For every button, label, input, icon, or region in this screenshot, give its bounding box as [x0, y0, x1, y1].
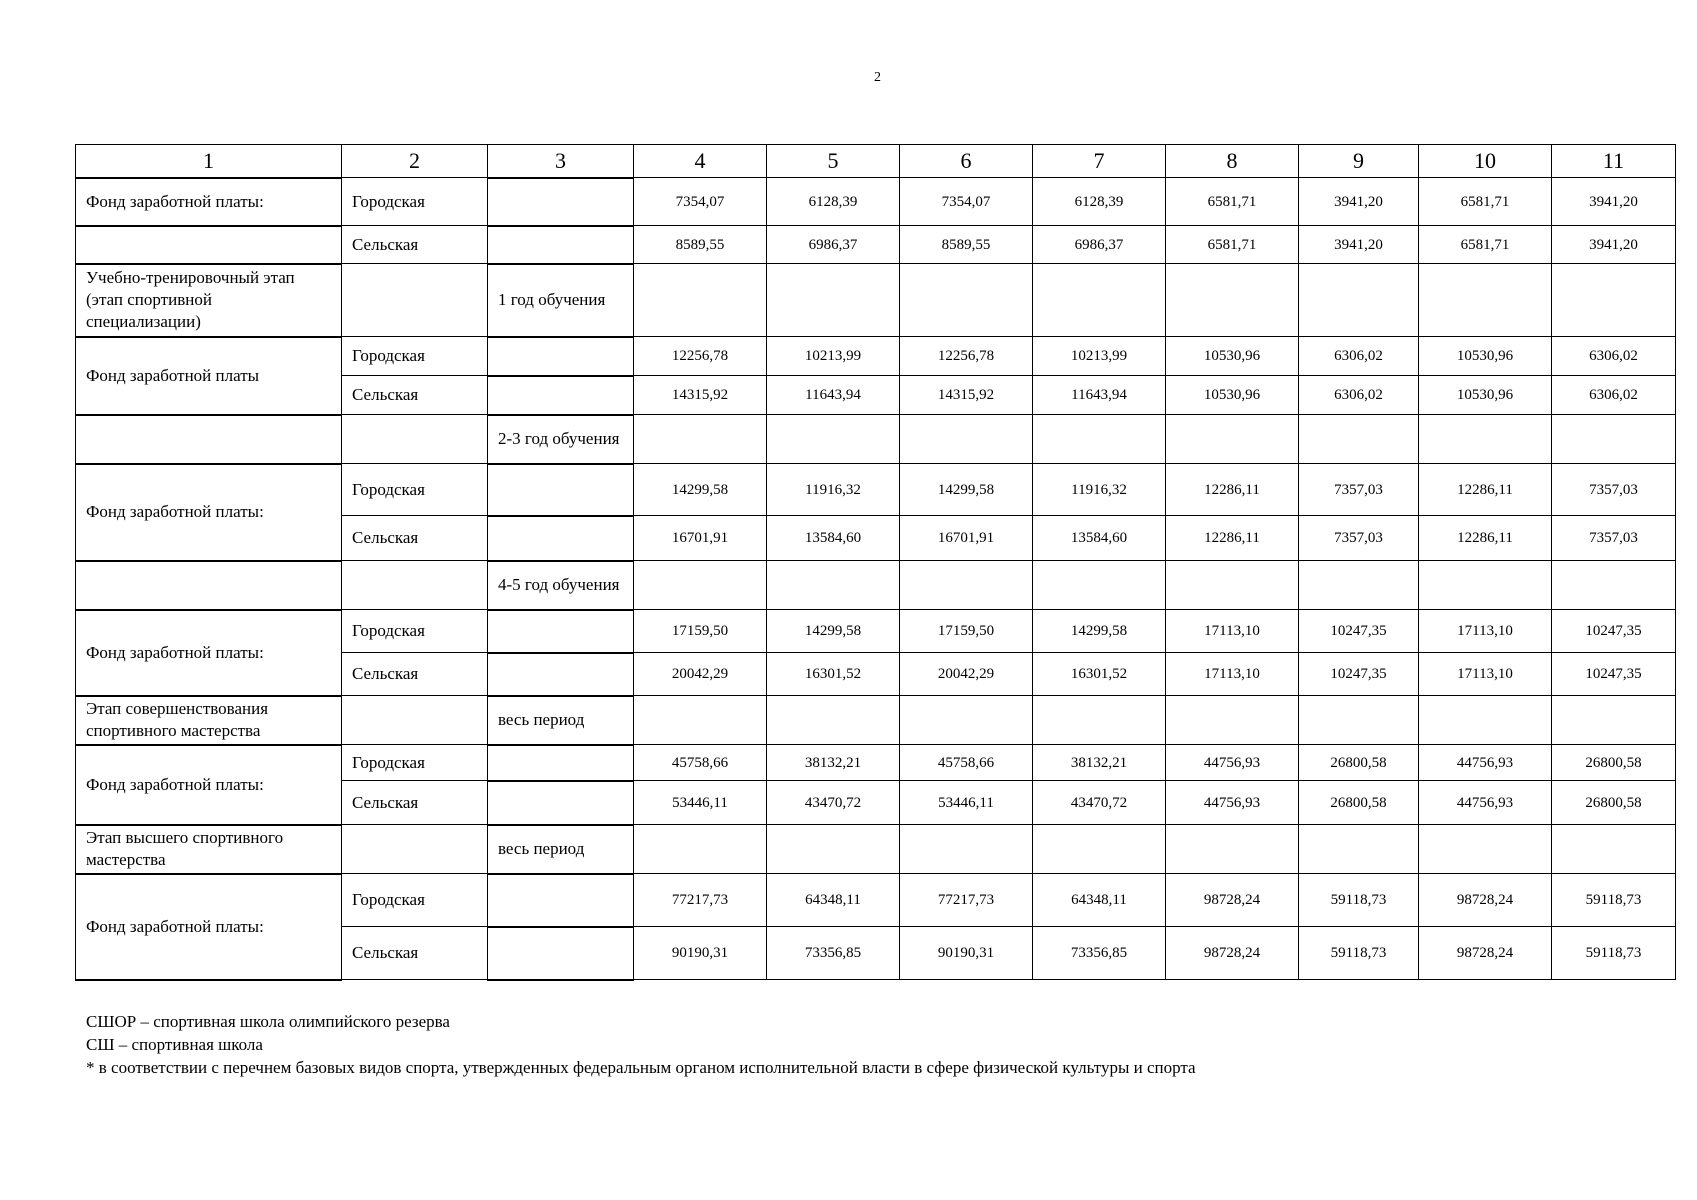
value-cell: [1033, 415, 1166, 464]
value-cell: 3941,20: [1552, 226, 1676, 264]
value-cell: 6306,02: [1552, 376, 1676, 415]
value-cell: 7354,07: [900, 178, 1033, 226]
value-cell: [1166, 415, 1299, 464]
locality-cell: Сельская: [342, 376, 488, 415]
table-row: [76, 226, 1676, 264]
value-cell: 10530,96: [1166, 376, 1299, 415]
value-cell: 8589,55: [900, 226, 1033, 264]
value-cell: 6306,02: [1299, 337, 1419, 376]
value-cell: 10247,35: [1552, 610, 1676, 653]
value-cell: 90190,31: [634, 927, 767, 980]
period-cell: [488, 874, 634, 927]
value-cell: 6581,71: [1419, 226, 1552, 264]
header-cell: 7: [1033, 145, 1166, 178]
period-cell: [488, 927, 634, 980]
value-cell: 90190,31: [900, 927, 1033, 980]
value-cell: 12286,11: [1419, 516, 1552, 561]
value-cell: [767, 825, 900, 874]
footnote-ssh: СШ – спортивная школа: [86, 1035, 263, 1054]
value-cell: 10213,99: [1033, 337, 1166, 376]
value-cell: 64348,11: [1033, 874, 1166, 927]
value-cell: 59118,73: [1299, 927, 1419, 980]
row-label: Фонд заработной платы:: [76, 610, 342, 696]
value-cell: 11916,32: [767, 464, 900, 516]
locality-cell: Городская: [342, 610, 488, 653]
value-cell: [1419, 264, 1552, 337]
period-cell: 4-5 год обучения: [488, 561, 634, 610]
value-cell: [767, 415, 900, 464]
value-cell: [634, 696, 767, 745]
header-cell: 9: [1299, 145, 1419, 178]
value-cell: 98728,24: [1419, 927, 1552, 980]
locality-cell: Городская: [342, 745, 488, 781]
header-cell: 5: [767, 145, 900, 178]
value-cell: 38132,21: [1033, 745, 1166, 781]
value-cell: 14315,92: [900, 376, 1033, 415]
header-cell: 6: [900, 145, 1033, 178]
period-cell: весь период: [488, 825, 634, 874]
value-cell: 73356,85: [767, 927, 900, 980]
value-cell: [1419, 696, 1552, 745]
period-cell: [488, 781, 634, 825]
value-cell: 73356,85: [1033, 927, 1166, 980]
value-cell: [1419, 561, 1552, 610]
period-cell: 2-3 год обучения: [488, 415, 634, 464]
value-cell: 98728,24: [1419, 874, 1552, 927]
value-cell: [1166, 561, 1299, 610]
header-cell: 2: [342, 145, 488, 178]
value-cell: 45758,66: [634, 745, 767, 781]
value-cell: 20042,29: [634, 653, 767, 696]
value-cell: 59118,73: [1552, 874, 1676, 927]
table-row: [76, 610, 1676, 653]
locality-cell: Городская: [342, 178, 488, 226]
value-cell: [1552, 561, 1676, 610]
value-cell: 11916,32: [1033, 464, 1166, 516]
value-cell: [900, 825, 1033, 874]
value-cell: 64348,11: [767, 874, 900, 927]
value-cell: 7357,03: [1552, 516, 1676, 561]
value-cell: 14299,58: [900, 464, 1033, 516]
value-cell: 12286,11: [1166, 516, 1299, 561]
value-cell: 98728,24: [1166, 927, 1299, 980]
stage-label: Этап совершенствования спортивного мастерства: [76, 696, 342, 745]
value-cell: 38132,21: [767, 745, 900, 781]
value-cell: [1299, 415, 1419, 464]
table-row: [76, 337, 1676, 376]
value-cell: [634, 561, 767, 610]
stage-row: [76, 415, 1676, 464]
period-cell: [488, 516, 634, 561]
value-cell: 6128,39: [767, 178, 900, 226]
salary-fund-table: [75, 144, 1676, 981]
locality-cell: Сельская: [342, 226, 488, 264]
footnotes: [86, 1010, 1196, 1079]
row-label: Фонд заработной платы:: [76, 464, 342, 561]
value-cell: 11643,94: [1033, 376, 1166, 415]
value-cell: 14315,92: [634, 376, 767, 415]
table-row: [76, 464, 1676, 516]
footnote-asterisk: * в соответствии с перечнем базовых видов спорта, утвержденных федеральным органом исполнительной власти в сфере физической культуры и спорта: [86, 1058, 1196, 1077]
value-cell: [900, 696, 1033, 745]
value-cell: 6128,39: [1033, 178, 1166, 226]
value-cell: [767, 696, 900, 745]
header-cell: 3: [488, 145, 634, 178]
value-cell: 11643,94: [767, 376, 900, 415]
value-cell: 17113,10: [1419, 610, 1552, 653]
value-cell: 43470,72: [1033, 781, 1166, 825]
header-cell: 4: [634, 145, 767, 178]
value-cell: 16301,52: [767, 653, 900, 696]
locality-cell: [342, 561, 488, 610]
locality-cell: [342, 696, 488, 745]
value-cell: 20042,29: [900, 653, 1033, 696]
value-cell: 44756,93: [1419, 745, 1552, 781]
locality-cell: Сельская: [342, 781, 488, 825]
period-cell: [488, 745, 634, 781]
header-cell: 8: [1166, 145, 1299, 178]
value-cell: 13584,60: [1033, 516, 1166, 561]
header-cell: 1: [76, 145, 342, 178]
value-cell: 44756,93: [1166, 745, 1299, 781]
value-cell: [1419, 415, 1552, 464]
value-cell: 7357,03: [1552, 464, 1676, 516]
period-cell: [488, 653, 634, 696]
locality-cell: Городская: [342, 337, 488, 376]
value-cell: [1166, 264, 1299, 337]
value-cell: [1033, 696, 1166, 745]
period-cell: [488, 376, 634, 415]
value-cell: 10530,96: [1419, 337, 1552, 376]
value-cell: [1299, 825, 1419, 874]
row-label: Фонд заработной платы:: [76, 874, 342, 980]
stage-row: [76, 825, 1676, 874]
value-cell: 16301,52: [1033, 653, 1166, 696]
value-cell: 44756,93: [1419, 781, 1552, 825]
row-label: Фонд заработной платы:: [76, 178, 342, 226]
value-cell: 7354,07: [634, 178, 767, 226]
row-label: Фонд заработной платы:: [76, 745, 342, 825]
locality-cell: Городская: [342, 464, 488, 516]
stage-row: [76, 561, 1676, 610]
value-cell: 77217,73: [634, 874, 767, 927]
value-cell: [1166, 825, 1299, 874]
stage-label: [76, 415, 342, 464]
locality-cell: Сельская: [342, 516, 488, 561]
value-cell: 6581,71: [1166, 226, 1299, 264]
locality-cell: Сельская: [342, 927, 488, 980]
value-cell: 53446,11: [900, 781, 1033, 825]
value-cell: 3941,20: [1299, 178, 1419, 226]
value-cell: 53446,11: [634, 781, 767, 825]
value-cell: [634, 825, 767, 874]
value-cell: 7357,03: [1299, 464, 1419, 516]
locality-cell: [342, 264, 488, 337]
value-cell: 17113,10: [1166, 653, 1299, 696]
value-cell: 8589,55: [634, 226, 767, 264]
value-cell: 26800,58: [1552, 781, 1676, 825]
stage-label: Учебно-тренировочный этап (этап спортивной специализации): [76, 264, 342, 337]
value-cell: 45758,66: [900, 745, 1033, 781]
table-row: [76, 178, 1676, 226]
value-cell: 10247,35: [1299, 610, 1419, 653]
stage-row: [76, 264, 1676, 337]
stage-label: Этап высшего спортивного мастерства: [76, 825, 342, 874]
value-cell: [634, 415, 767, 464]
value-cell: 10530,96: [1166, 337, 1299, 376]
value-cell: 44756,93: [1166, 781, 1299, 825]
locality-cell: [342, 415, 488, 464]
value-cell: [1552, 264, 1676, 337]
period-cell: [488, 226, 634, 264]
header-row: [76, 145, 1676, 178]
value-cell: 3941,20: [1299, 226, 1419, 264]
value-cell: 26800,58: [1299, 745, 1419, 781]
value-cell: [900, 561, 1033, 610]
value-cell: 10530,96: [1419, 376, 1552, 415]
page-number: 2: [874, 70, 881, 85]
table-row: [76, 745, 1676, 781]
value-cell: 16701,91: [900, 516, 1033, 561]
value-cell: [1166, 696, 1299, 745]
period-cell: [488, 610, 634, 653]
value-cell: 12256,78: [634, 337, 767, 376]
stage-label: [76, 561, 342, 610]
value-cell: [1033, 561, 1166, 610]
period-cell: [488, 464, 634, 516]
value-cell: 17113,10: [1419, 653, 1552, 696]
value-cell: [1033, 825, 1166, 874]
value-cell: 6986,37: [1033, 226, 1166, 264]
value-cell: 12286,11: [1419, 464, 1552, 516]
value-cell: [1419, 825, 1552, 874]
value-cell: [1552, 696, 1676, 745]
value-cell: [900, 415, 1033, 464]
value-cell: [1299, 264, 1419, 337]
value-cell: 12286,11: [1166, 464, 1299, 516]
value-cell: 16701,91: [634, 516, 767, 561]
value-cell: 43470,72: [767, 781, 900, 825]
locality-cell: Сельская: [342, 653, 488, 696]
value-cell: 7357,03: [1299, 516, 1419, 561]
value-cell: 77217,73: [900, 874, 1033, 927]
value-cell: 6306,02: [1552, 337, 1676, 376]
value-cell: [1552, 825, 1676, 874]
value-cell: [1299, 561, 1419, 610]
table-row: [76, 874, 1676, 927]
value-cell: 17159,50: [900, 610, 1033, 653]
value-cell: 59118,73: [1299, 874, 1419, 927]
value-cell: [634, 264, 767, 337]
value-cell: [1033, 264, 1166, 337]
period-cell: [488, 337, 634, 376]
value-cell: 17159,50: [634, 610, 767, 653]
value-cell: 6986,37: [767, 226, 900, 264]
value-cell: 26800,58: [1552, 745, 1676, 781]
value-cell: 6581,71: [1419, 178, 1552, 226]
header-cell: 10: [1419, 145, 1552, 178]
value-cell: 26800,58: [1299, 781, 1419, 825]
value-cell: 3941,20: [1552, 178, 1676, 226]
value-cell: [767, 561, 900, 610]
value-cell: 17113,10: [1166, 610, 1299, 653]
value-cell: 59118,73: [1552, 927, 1676, 980]
locality-cell: [342, 825, 488, 874]
value-cell: 6306,02: [1299, 376, 1419, 415]
value-cell: [767, 264, 900, 337]
value-cell: [900, 264, 1033, 337]
header-cell: 11: [1552, 145, 1676, 178]
period-cell: [488, 178, 634, 226]
value-cell: 10213,99: [767, 337, 900, 376]
value-cell: 14299,58: [1033, 610, 1166, 653]
value-cell: 98728,24: [1166, 874, 1299, 927]
period-cell: 1 год обучения: [488, 264, 634, 337]
value-cell: [1299, 696, 1419, 745]
value-cell: 13584,60: [767, 516, 900, 561]
row-label: [76, 226, 342, 264]
period-cell: весь период: [488, 696, 634, 745]
stage-row: [76, 696, 1676, 745]
row-label: Фонд заработной платы: [76, 337, 342, 415]
value-cell: 10247,35: [1299, 653, 1419, 696]
value-cell: 12256,78: [900, 337, 1033, 376]
locality-cell: Городская: [342, 874, 488, 927]
value-cell: 6581,71: [1166, 178, 1299, 226]
value-cell: 10247,35: [1552, 653, 1676, 696]
value-cell: 14299,58: [767, 610, 900, 653]
value-cell: [1552, 415, 1676, 464]
value-cell: 14299,58: [634, 464, 767, 516]
footnote-sshor: СШОР – спортивная школа олимпийского резерва: [86, 1012, 450, 1031]
